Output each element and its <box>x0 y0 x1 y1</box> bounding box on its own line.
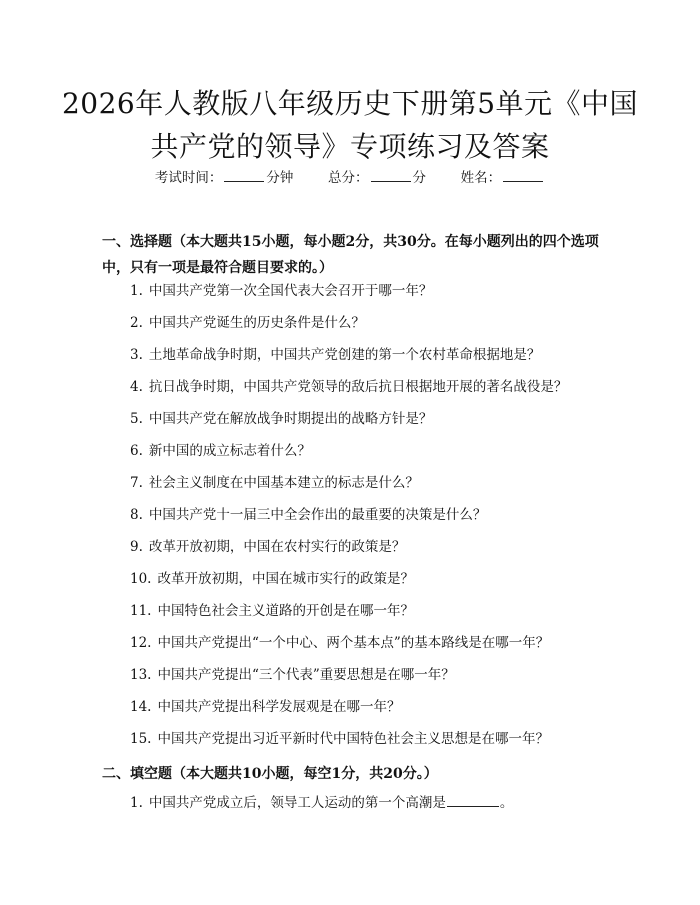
question-text: 社会主义制度在中国基本建立的标志是什么？ <box>148 475 419 491</box>
question-text: 中国共产党提出“一个中心、两个基本点”的基本路线是在哪一年？ <box>157 635 550 651</box>
question-text: 土地革命战争时期，中国共产党创建的第一个农村革命根据地是？ <box>148 347 541 363</box>
question-text: 中国共产党提出习近平新时代中国特色社会主义思想是在哪一年？ <box>157 731 549 747</box>
question-number: 2. <box>130 315 143 331</box>
document-title: 2026年人教版八年级历史下册第5单元《中国共产党的领导》专项练习及答案 <box>61 87 639 163</box>
question-text-end: 。 <box>499 795 514 811</box>
question-item <box>130 313 610 333</box>
question-number: 5. <box>130 411 143 427</box>
score-unit: 分 <box>412 170 426 186</box>
time-label: 考试时间： <box>154 170 223 186</box>
question-number: 15. <box>130 731 152 747</box>
question-text: 中国共产党第一次全国代表大会召开于哪一年？ <box>148 283 433 299</box>
question-text: 中国共产党提出科学发展观是在哪一年？ <box>157 699 401 715</box>
question-number: 11. <box>130 603 152 619</box>
question-item <box>130 377 610 397</box>
question-text: 抗日战争时期，中国共产党领导的敌后抗日根据地开展的著名战役是？ <box>148 379 568 395</box>
question-item <box>130 729 610 749</box>
question-item <box>130 409 610 429</box>
question-number: 9. <box>130 539 143 555</box>
question-item <box>130 697 610 717</box>
question-item <box>130 505 610 525</box>
time-blank[interactable] <box>224 169 264 182</box>
question-item <box>130 281 610 301</box>
question-text: 改革开放初期，中国在农村实行的政策是？ <box>148 539 406 555</box>
question-number: 13. <box>130 667 152 683</box>
time-unit: 分钟 <box>266 170 294 186</box>
question-text: 中国共产党十一届三中全会作出的最重要的决策是什么？ <box>148 507 487 523</box>
question-number: 3. <box>130 347 143 363</box>
question-number: 12. <box>130 635 152 651</box>
question-number: 1. <box>130 283 143 299</box>
question-item <box>130 345 610 365</box>
question-item <box>130 665 610 685</box>
question-text: 中国共产党在解放战争时期提出的战略方针是？ <box>148 411 433 427</box>
question-item <box>130 537 610 557</box>
question-item <box>130 473 610 493</box>
question-number: 7. <box>130 475 143 491</box>
question-number: 14. <box>130 699 152 715</box>
section-1-heading: 一、选择题（本大题共15小题，每小题2分，共30分。在每小题列出的四个选项中，只有一项是最符合题目要求的。） <box>102 234 599 276</box>
name-blank[interactable] <box>503 169 543 182</box>
score-label: 总分： <box>328 170 369 186</box>
question-number: 8. <box>130 507 143 523</box>
question-text: 新中国的成立标志着什么？ <box>148 443 311 459</box>
exam-meta-line <box>0 168 700 188</box>
question-item <box>130 633 610 653</box>
question-text: 中国特色社会主义道路的开创是在哪一年？ <box>157 603 414 619</box>
question-item <box>130 601 610 621</box>
score-blank[interactable] <box>371 169 411 182</box>
question-text: 中国共产党诞生的历史条件是什么？ <box>148 315 365 331</box>
question-text: 中国共产党提出“三个代表”重要思想是在哪一年？ <box>157 667 455 683</box>
answer-blank[interactable] <box>447 794 499 807</box>
section-2-heading: 二、填空题（本大题共10小题，每空1分，共20分。） <box>102 766 438 782</box>
question-number: 6. <box>130 443 143 459</box>
question-text: 中国共产党成立后，领导工人运动的第一个高潮是 <box>148 795 446 811</box>
question-item <box>130 441 610 461</box>
question-number: 4. <box>130 379 143 395</box>
name-label: 姓名： <box>460 170 502 186</box>
question-number: 1. <box>130 795 143 811</box>
question-item <box>130 569 610 589</box>
fill-question-item <box>130 793 610 813</box>
question-text: 改革开放初期，中国在城市实行的政策是？ <box>157 571 414 587</box>
question-number: 10. <box>130 571 152 587</box>
